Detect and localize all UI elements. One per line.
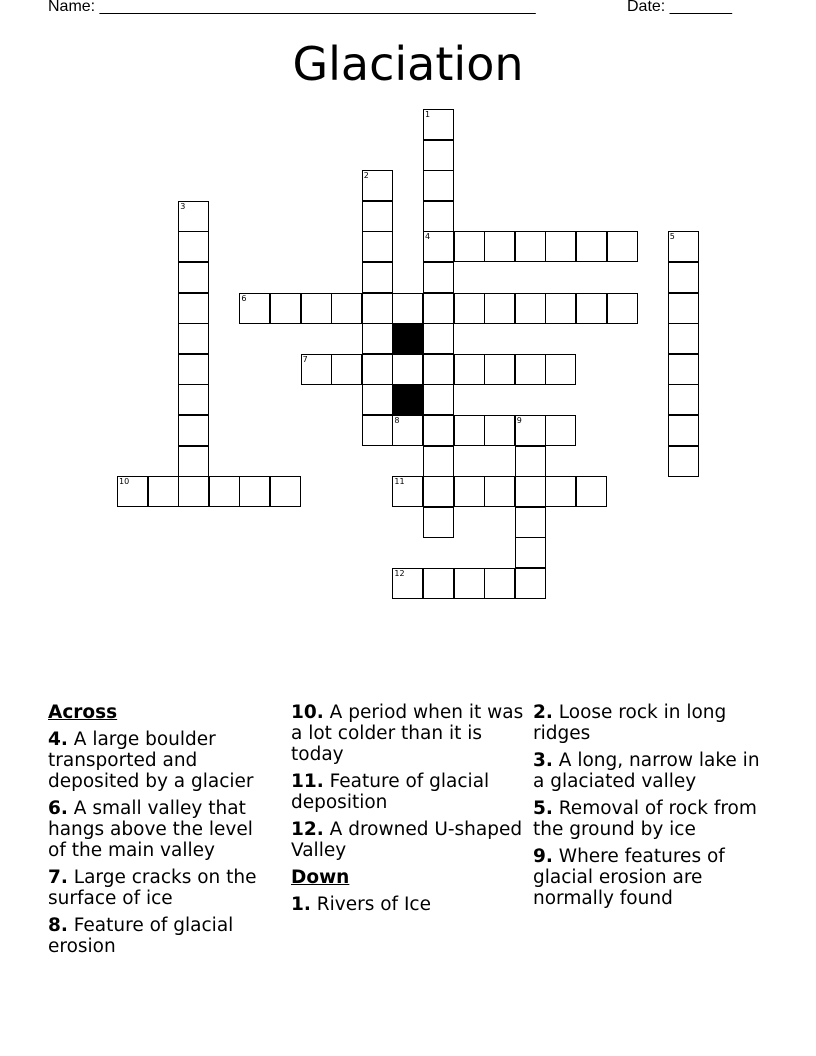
clue-number: 2 <box>363 171 369 181</box>
crossword-cell[interactable] <box>362 354 393 385</box>
clue-number: 12 <box>394 569 405 578</box>
crossword-cell[interactable] <box>423 109 454 140</box>
crossword-cell[interactable] <box>423 323 454 354</box>
clue-down-5: 5. Removal of rock from the ground by ice <box>533 798 757 840</box>
crossword-cell[interactable] <box>484 231 515 262</box>
clue-number: 10 <box>119 477 130 487</box>
clue-number: 11 <box>394 477 405 487</box>
clue-across-6: 6. A small valley that hangs above the level of the main valley <box>48 798 253 861</box>
across-heading: Across <box>48 702 118 723</box>
crossword-cell[interactable] <box>148 476 179 507</box>
crossword-cell[interactable] <box>178 231 209 262</box>
clue-across-11: 11. Feature of glacial deposition <box>291 771 490 813</box>
crossword-cell[interactable] <box>362 170 393 201</box>
crossword-cell[interactable] <box>392 568 423 599</box>
crossword-cell[interactable] <box>668 384 699 415</box>
crossword-cell[interactable] <box>301 293 332 324</box>
clue-number: 6 <box>241 293 247 303</box>
crossword-cell[interactable] <box>423 354 454 385</box>
crossword-cell[interactable] <box>515 354 546 385</box>
crossword-cell[interactable] <box>178 476 209 507</box>
clue-number: 9 <box>516 416 522 425</box>
crossword-cell[interactable] <box>331 354 362 385</box>
crossword-cell[interactable] <box>484 354 515 385</box>
crossword-cell[interactable] <box>668 262 699 293</box>
crossword-cell[interactable] <box>607 231 638 262</box>
clue-down-1: 1. Rivers of Ice <box>291 894 431 915</box>
crossword-cell[interactable] <box>178 354 209 385</box>
crossword-cell[interactable] <box>515 476 546 507</box>
crossword-cell[interactable] <box>484 476 515 507</box>
crossword-cell[interactable] <box>392 354 423 385</box>
crossword-cell[interactable] <box>668 293 699 324</box>
crossword-cell[interactable] <box>454 415 485 446</box>
crossword-cell[interactable] <box>545 354 576 385</box>
crossword-cell[interactable] <box>484 293 515 324</box>
crossword-cell[interactable] <box>515 507 546 538</box>
date-field-label[interactable]: Date: _______ <box>627 0 732 15</box>
crossword-cell[interactable] <box>362 293 393 324</box>
crossword-cell[interactable] <box>423 384 454 415</box>
clue-across-8: 8. Feature of glacial erosion <box>48 915 234 957</box>
crossword-cell[interactable] <box>362 231 393 262</box>
crossword-cell[interactable] <box>454 476 485 507</box>
name-field-label[interactable]: Name: _________________________________________________ <box>48 0 536 15</box>
clue-number: 4 <box>425 232 431 242</box>
crossword-cell[interactable] <box>607 293 638 324</box>
crossword-cell[interactable] <box>362 384 393 415</box>
black-square <box>392 323 423 354</box>
crossword-cell[interactable] <box>423 507 454 538</box>
crossword-cell[interactable] <box>239 476 270 507</box>
crossword-cell[interactable] <box>423 201 454 232</box>
crossword-cell[interactable] <box>484 415 515 446</box>
crossword-cell[interactable] <box>239 293 270 324</box>
crossword-cell[interactable] <box>178 384 209 415</box>
crossword-cell[interactable] <box>331 293 362 324</box>
crossword-cell[interactable] <box>270 476 301 507</box>
crossword-cell[interactable] <box>362 323 393 354</box>
clue-across-4: 4. A large boulder transported and deposited by a glacier <box>48 729 254 792</box>
clue-number: 3 <box>180 201 186 211</box>
crossword-cell[interactable] <box>515 415 546 446</box>
crossword-cell[interactable] <box>423 293 454 324</box>
crossword-cell[interactable] <box>484 568 515 599</box>
crossword-cell[interactable] <box>423 170 454 201</box>
crossword-cell[interactable] <box>423 231 454 262</box>
crossword-cell[interactable] <box>545 476 576 507</box>
crossword-cell[interactable] <box>270 293 301 324</box>
clue-across-10: 10. A period when it was a lot colder than it is today <box>291 702 524 765</box>
crossword-cell[interactable] <box>668 415 699 446</box>
crossword-cell[interactable] <box>515 568 546 599</box>
crossword-cell[interactable] <box>515 231 546 262</box>
crossword-cell[interactable] <box>178 201 209 232</box>
crossword-cell[interactable] <box>454 293 485 324</box>
crossword-cell[interactable] <box>362 201 393 232</box>
clues-column-2 <box>291 702 526 921</box>
clue-number: 7 <box>302 354 308 364</box>
crossword-cell[interactable] <box>515 446 546 477</box>
crossword-cell[interactable] <box>515 537 546 568</box>
crossword-cell[interactable] <box>423 415 454 446</box>
crossword-cell[interactable] <box>576 293 607 324</box>
crossword-cell[interactable] <box>178 446 209 477</box>
clue-across-7: 7. Large cracks on the surface of ice <box>48 867 257 909</box>
crossword-cell[interactable] <box>301 354 332 385</box>
crossword-cell[interactable] <box>454 568 485 599</box>
crossword-cell[interactable] <box>545 231 576 262</box>
crossword-cell[interactable] <box>362 262 393 293</box>
crossword-cell[interactable] <box>423 446 454 477</box>
crossword-cell[interactable] <box>392 293 423 324</box>
clue-number: 5 <box>669 232 675 242</box>
black-square <box>392 384 423 415</box>
down-heading: Down <box>291 867 350 888</box>
clue-down-3: 3. A long, narrow lake in a glaciated valley <box>533 750 760 792</box>
crossword-cell[interactable] <box>545 415 576 446</box>
crossword-cell[interactable] <box>178 323 209 354</box>
clue-number: 1 <box>425 110 431 119</box>
crossword-cell[interactable] <box>668 354 699 385</box>
crossword-cell[interactable] <box>668 446 699 477</box>
crossword-cell[interactable] <box>392 476 423 507</box>
crossword-cell[interactable] <box>545 293 576 324</box>
clue-across-12: 12. A drowned U-shaped Valley <box>291 819 523 861</box>
crossword-cell[interactable] <box>454 231 485 262</box>
crossword-cell[interactable] <box>178 415 209 446</box>
crossword-cell[interactable] <box>668 323 699 354</box>
clue-down-2: 2. Loose rock in long ridges <box>533 702 727 744</box>
crossword-cell[interactable] <box>423 568 454 599</box>
clues-column-1 <box>48 702 273 963</box>
clue-number: 8 <box>394 416 400 425</box>
crossword-cell[interactable] <box>423 140 454 171</box>
crossword-cell[interactable] <box>178 262 209 293</box>
crossword-cell[interactable] <box>117 476 148 507</box>
crossword-cell[interactable] <box>423 476 454 507</box>
page-title: Glaciation <box>292 37 524 91</box>
crossword-cell[interactable] <box>454 354 485 385</box>
crossword-cell[interactable] <box>576 231 607 262</box>
crossword-cell[interactable] <box>515 293 546 324</box>
crossword-cell[interactable] <box>576 476 607 507</box>
clue-down-9: 9. Where features of glacial erosion are normally found <box>533 846 725 909</box>
clues-column-3 <box>533 702 768 915</box>
crossword-cell[interactable] <box>178 293 209 324</box>
crossword-cell[interactable] <box>668 231 699 262</box>
crossword-cell[interactable] <box>209 476 240 507</box>
crossword-cell[interactable] <box>362 415 393 446</box>
crossword-cell[interactable] <box>423 262 454 293</box>
crossword-cell[interactable] <box>392 415 423 446</box>
